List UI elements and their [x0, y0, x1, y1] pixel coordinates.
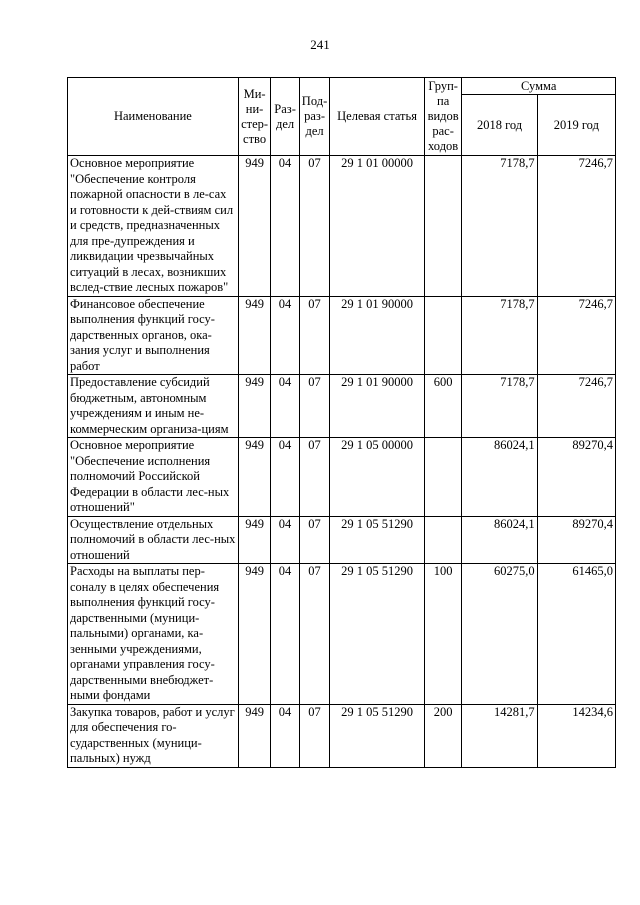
- table-body: [68, 156, 616, 768]
- cell-name: Предоставление субсидий бюджетным, автономным учреждениям и иным не-коммерческим организа-циям: [68, 375, 239, 438]
- cell-subsection: 07: [299, 438, 330, 517]
- cell-group: 200: [424, 704, 462, 767]
- table-header: [68, 78, 616, 156]
- cell-2019: 7246,7: [537, 375, 615, 438]
- cell-target: 29 1 05 00000: [330, 438, 425, 517]
- header-section: Раз-дел: [271, 78, 299, 156]
- cell-subsection: 07: [299, 564, 330, 705]
- table-row: [68, 704, 616, 767]
- cell-subsection: 07: [299, 516, 330, 564]
- cell-2019: 89270,4: [537, 516, 615, 564]
- cell-ministry: 949: [238, 438, 271, 517]
- table-row: [68, 296, 616, 375]
- cell-target: 29 1 05 51290: [330, 564, 425, 705]
- cell-ministry: 949: [238, 704, 271, 767]
- cell-name: Расходы на выплаты пер-соналу в целях обеспечения выполнения функций госу-дарственными (муници-пальными) органами, ка-зенными учреждениями, органами управления госу-дарственными внебюджет-ными фондами: [68, 564, 239, 705]
- cell-subsection: 07: [299, 296, 330, 375]
- header-sum: Сумма: [462, 78, 616, 95]
- cell-section: 04: [271, 375, 299, 438]
- cell-name: Основное мероприятие "Обеспечение контроля пожарной опасности в ле-сах и готовности к дей-ствиям сил и средств, предназначенных для пре-дупреждения и ликвидации чрезвычайных ситуаций в лесах, возникших вслед-ствие лесных пожаров": [68, 156, 239, 297]
- cell-group: [424, 156, 462, 297]
- cell-2019: 61465,0: [537, 564, 615, 705]
- cell-section: 04: [271, 516, 299, 564]
- cell-target: 29 1 05 51290: [330, 704, 425, 767]
- cell-2018: 7178,7: [462, 156, 537, 297]
- cell-section: 04: [271, 296, 299, 375]
- cell-group: [424, 438, 462, 517]
- cell-group: [424, 516, 462, 564]
- table-row: [68, 564, 616, 705]
- table-row: [68, 375, 616, 438]
- table-row: [68, 516, 616, 564]
- cell-subsection: 07: [299, 375, 330, 438]
- cell-ministry: 949: [238, 156, 271, 297]
- cell-group: [424, 296, 462, 375]
- cell-2019: 89270,4: [537, 438, 615, 517]
- cell-2019: 7246,7: [537, 296, 615, 375]
- cell-subsection: 07: [299, 704, 330, 767]
- cell-2018: 60275,0: [462, 564, 537, 705]
- header-name: Наименование: [68, 78, 239, 156]
- page-number: 241: [310, 37, 330, 52]
- cell-subsection: 07: [299, 156, 330, 297]
- table-row: [68, 438, 616, 517]
- cell-target: 29 1 01 90000: [330, 375, 425, 438]
- cell-ministry: 949: [238, 516, 271, 564]
- cell-section: 04: [271, 156, 299, 297]
- cell-target: 29 1 01 00000: [330, 156, 425, 297]
- header-ministry: Ми-ни-стер-ство: [238, 78, 271, 156]
- table-row: [68, 156, 616, 297]
- cell-group: 100: [424, 564, 462, 705]
- cell-2018: 86024,1: [462, 438, 537, 517]
- header-subsection: Под-раз-дел: [299, 78, 330, 156]
- cell-ministry: 949: [238, 375, 271, 438]
- cell-2019: 7246,7: [537, 156, 615, 297]
- header-2019: 2019 год: [537, 95, 615, 156]
- header-2018: 2018 год: [462, 95, 537, 156]
- cell-section: 04: [271, 438, 299, 517]
- cell-section: 04: [271, 704, 299, 767]
- cell-2018: 7178,7: [462, 375, 537, 438]
- cell-name: Осуществление отдельных полномочий в области лес-ных отношений: [68, 516, 239, 564]
- cell-2018: 14281,7: [462, 704, 537, 767]
- cell-target: 29 1 05 51290: [330, 516, 425, 564]
- budget-table: [67, 77, 616, 768]
- cell-target: 29 1 01 90000: [330, 296, 425, 375]
- cell-2019: 14234,6: [537, 704, 615, 767]
- cell-group: 600: [424, 375, 462, 438]
- header-target: Целевая статья: [330, 78, 425, 156]
- cell-ministry: 949: [238, 564, 271, 705]
- cell-2018: 7178,7: [462, 296, 537, 375]
- header-group: Груп-па видов рас-ходов: [424, 78, 462, 156]
- cell-2018: 86024,1: [462, 516, 537, 564]
- cell-name: Закупка товаров, работ и услуг для обеспечения го-сударственных (муници-пальных) нужд: [68, 704, 239, 767]
- cell-ministry: 949: [238, 296, 271, 375]
- cell-section: 04: [271, 564, 299, 705]
- cell-name: Финансовое обеспечение выполнения функций госу-дарственных органов, ока-зания услуг и выполнения работ: [68, 296, 239, 375]
- cell-name: Основное мероприятие "Обеспечение исполнения полномочий Российской Федерации в области лес-ных отношений": [68, 438, 239, 517]
